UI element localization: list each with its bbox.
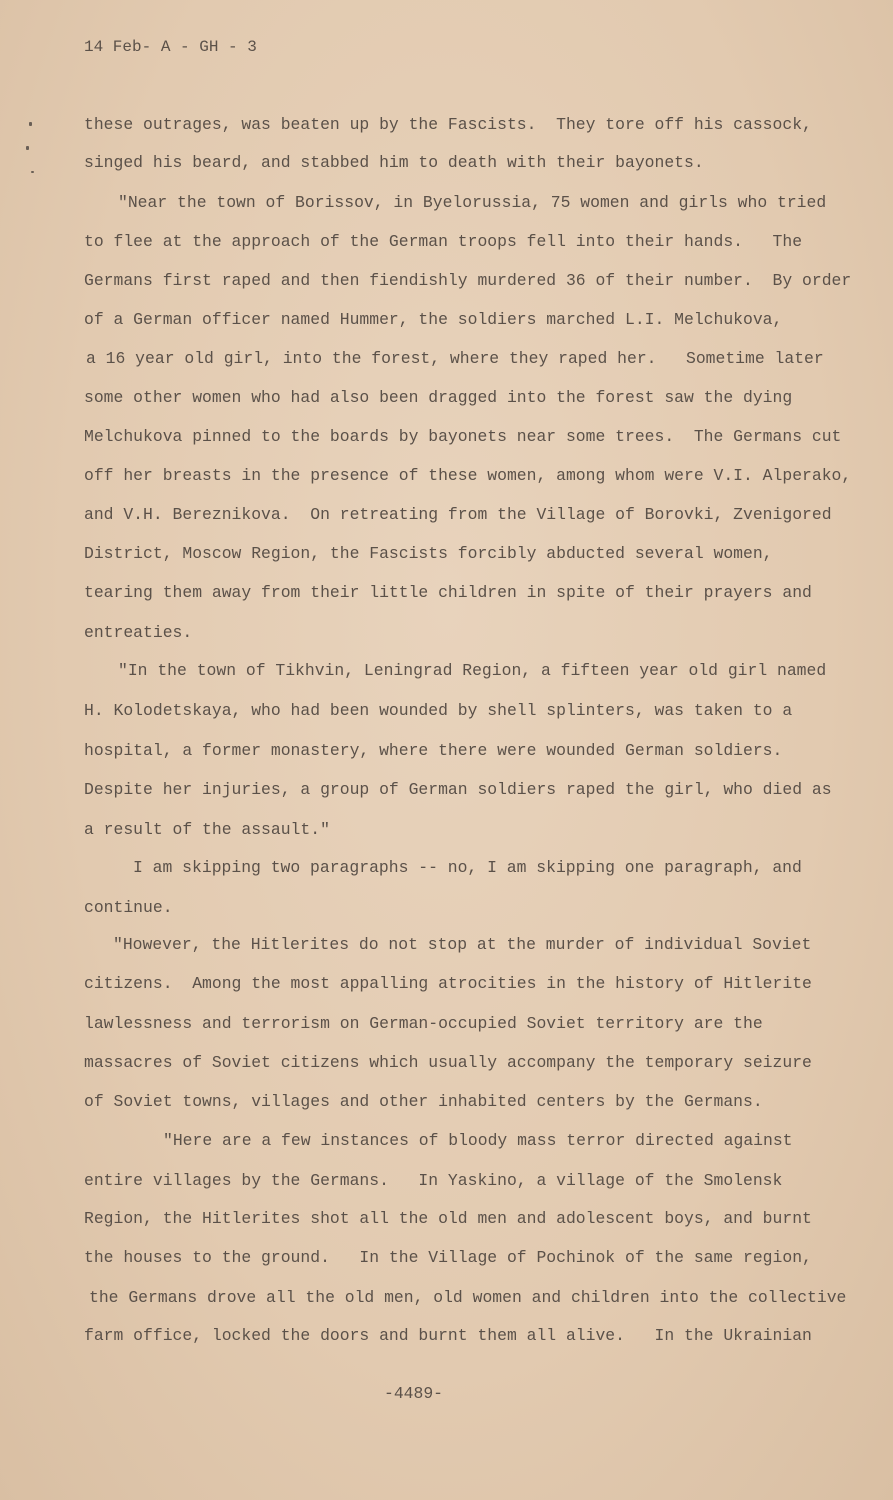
text-line: "Here are a few instances of bloody mass terror directed against (163, 1131, 793, 1150)
text-line: Melchukova pinned to the boards by bayonets near some trees. The Germans cut (84, 427, 842, 446)
text-line: a 16 year old girl, into the forest, where they raped her. Sometime later (86, 349, 824, 368)
text-line: "In the town of Tikhvin, Leningrad Region, a fifteen year old girl named (118, 661, 827, 680)
text-line: H. Kolodetskaya, who had been wounded by shell splinters, was taken to a (84, 701, 793, 720)
text-line: citizens. Among the most appalling atrocities in the history of Hitlerite (84, 974, 812, 993)
margin-mark (26, 146, 29, 150)
text-line: off her breasts in the presence of these women, among whom were V.I. Alperako, (84, 466, 852, 485)
text-line: Region, the Hitlerites shot all the old men and adolescent boys, and burnt (84, 1209, 812, 1228)
text-line: entreaties. (84, 623, 193, 642)
text-line: "Near the town of Borissov, in Byelorussia, 75 women and girls who tried (118, 193, 827, 212)
text-line: of a German officer named Hummer, the soldiers marched L.I. Melchukova, (84, 310, 783, 329)
text-line: to flee at the approach of the German troops fell into their hands. The (84, 232, 803, 251)
text-line: hospital, a former monastery, where there were wounded German soldiers. (84, 741, 783, 760)
text-line: these outrages, was beaten up by the Fascists. They tore off his cassock, (84, 115, 812, 134)
margin-mark (31, 171, 34, 173)
page-header: 14 Feb- A - GH - 3 (84, 38, 257, 56)
text-line: District, Moscow Region, the Fascists forcibly abducted several women, (84, 544, 773, 563)
page-number: -4489- (384, 1384, 444, 1403)
text-line: of Soviet towns, villages and other inhabited centers by the Germans. (84, 1092, 763, 1111)
text-line: farm office, locked the doors and burnt them all alive. In the Ukrainian (84, 1326, 812, 1345)
text-line: I am skipping two paragraphs -- no, I am skipping one paragraph, and (133, 858, 802, 877)
text-line: Despite her injuries, a group of German soldiers raped the girl, who died as (84, 780, 832, 799)
text-line: the houses to the ground. In the Village of Pochinok of the same region, (84, 1248, 812, 1267)
text-line: "However, the Hitlerites do not stop at the murder of individual Soviet (113, 935, 812, 954)
margin-mark (29, 122, 32, 126)
text-line: lawlessness and terrorism on German-occupied Soviet territory are the (84, 1014, 763, 1033)
text-line: singed his beard, and stabbed him to death with their bayonets. (84, 153, 704, 172)
text-line: the Germans drove all the old men, old women and children into the collective (89, 1288, 847, 1307)
text-line: tearing them away from their little children in spite of their prayers and (84, 583, 812, 602)
text-line: entire villages by the Germans. In Yaskino, a village of the Smolensk (84, 1171, 783, 1190)
text-line: some other women who had also been dragged into the forest saw the dying (84, 388, 793, 407)
text-line: continue. (84, 898, 173, 917)
text-line: a result of the assault." (84, 820, 330, 839)
text-line: Germans first raped and then fiendishly murdered 36 of their number. By order (84, 271, 852, 290)
text-line: and V.H. Bereznikova. On retreating from the Village of Borovki, Zvenigored (84, 505, 832, 524)
text-line: massacres of Soviet citizens which usually accompany the temporary seizure (84, 1053, 812, 1072)
